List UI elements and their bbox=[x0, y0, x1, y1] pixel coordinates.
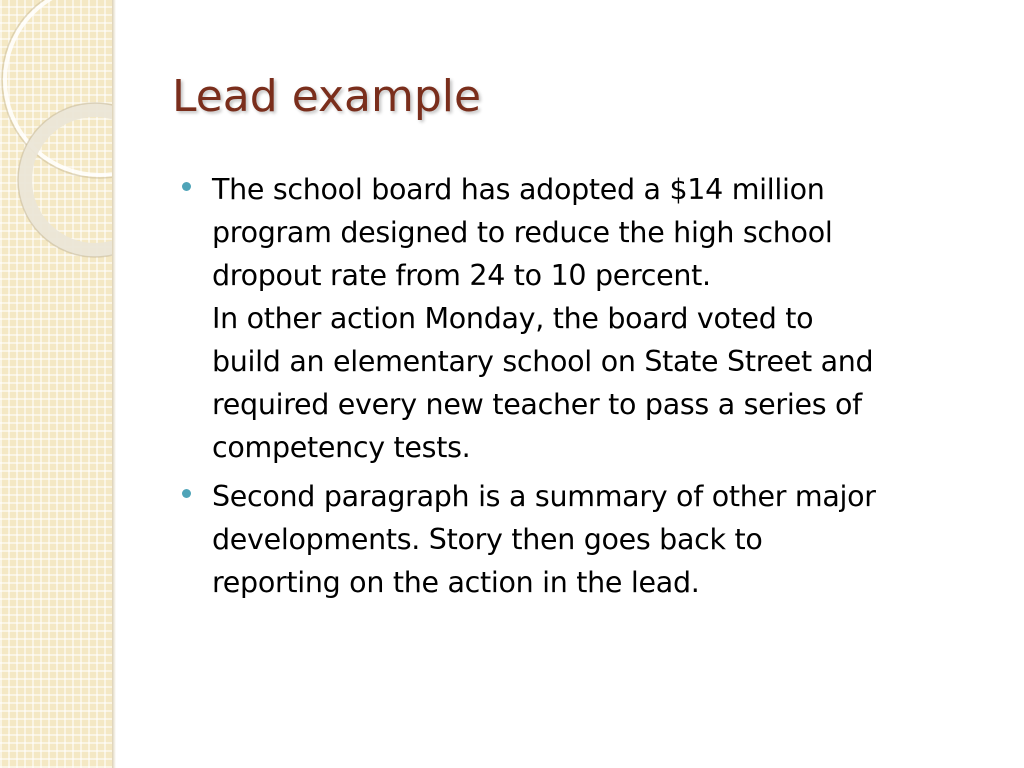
text-line: Second paragraph is a summary of other major bbox=[212, 480, 876, 513]
text-line: developments. Story then goes back to bbox=[212, 523, 763, 556]
decorative-side-panel bbox=[0, 0, 112, 768]
side-panel-shadow bbox=[112, 0, 116, 768]
bullet-dot-icon bbox=[182, 489, 191, 498]
bullet-list bbox=[182, 168, 982, 604]
text-line: The school board has adopted a $14 million bbox=[212, 173, 825, 206]
decorative-rings bbox=[0, 0, 112, 260]
text-line: build an elementary school on State Street and bbox=[212, 345, 874, 378]
text-line: program designed to reduce the high school bbox=[212, 216, 833, 249]
bullet-item-2 bbox=[182, 475, 982, 604]
bullet-item-1 bbox=[182, 168, 982, 469]
text-line: dropout rate from 24 to 10 percent. bbox=[212, 259, 711, 292]
text-line: reporting on the action in the lead. bbox=[212, 566, 700, 599]
slide-body bbox=[182, 168, 982, 610]
bullet-text-2 bbox=[212, 475, 982, 604]
text-line: In other action Monday, the board voted to bbox=[212, 302, 814, 335]
slide-title: Lead example bbox=[172, 71, 482, 122]
text-line: required every new teacher to pass a series of bbox=[212, 388, 862, 421]
bullet-text-1 bbox=[212, 168, 982, 469]
text-line: competency tests. bbox=[212, 431, 471, 464]
bullet-dot-icon bbox=[182, 182, 191, 191]
